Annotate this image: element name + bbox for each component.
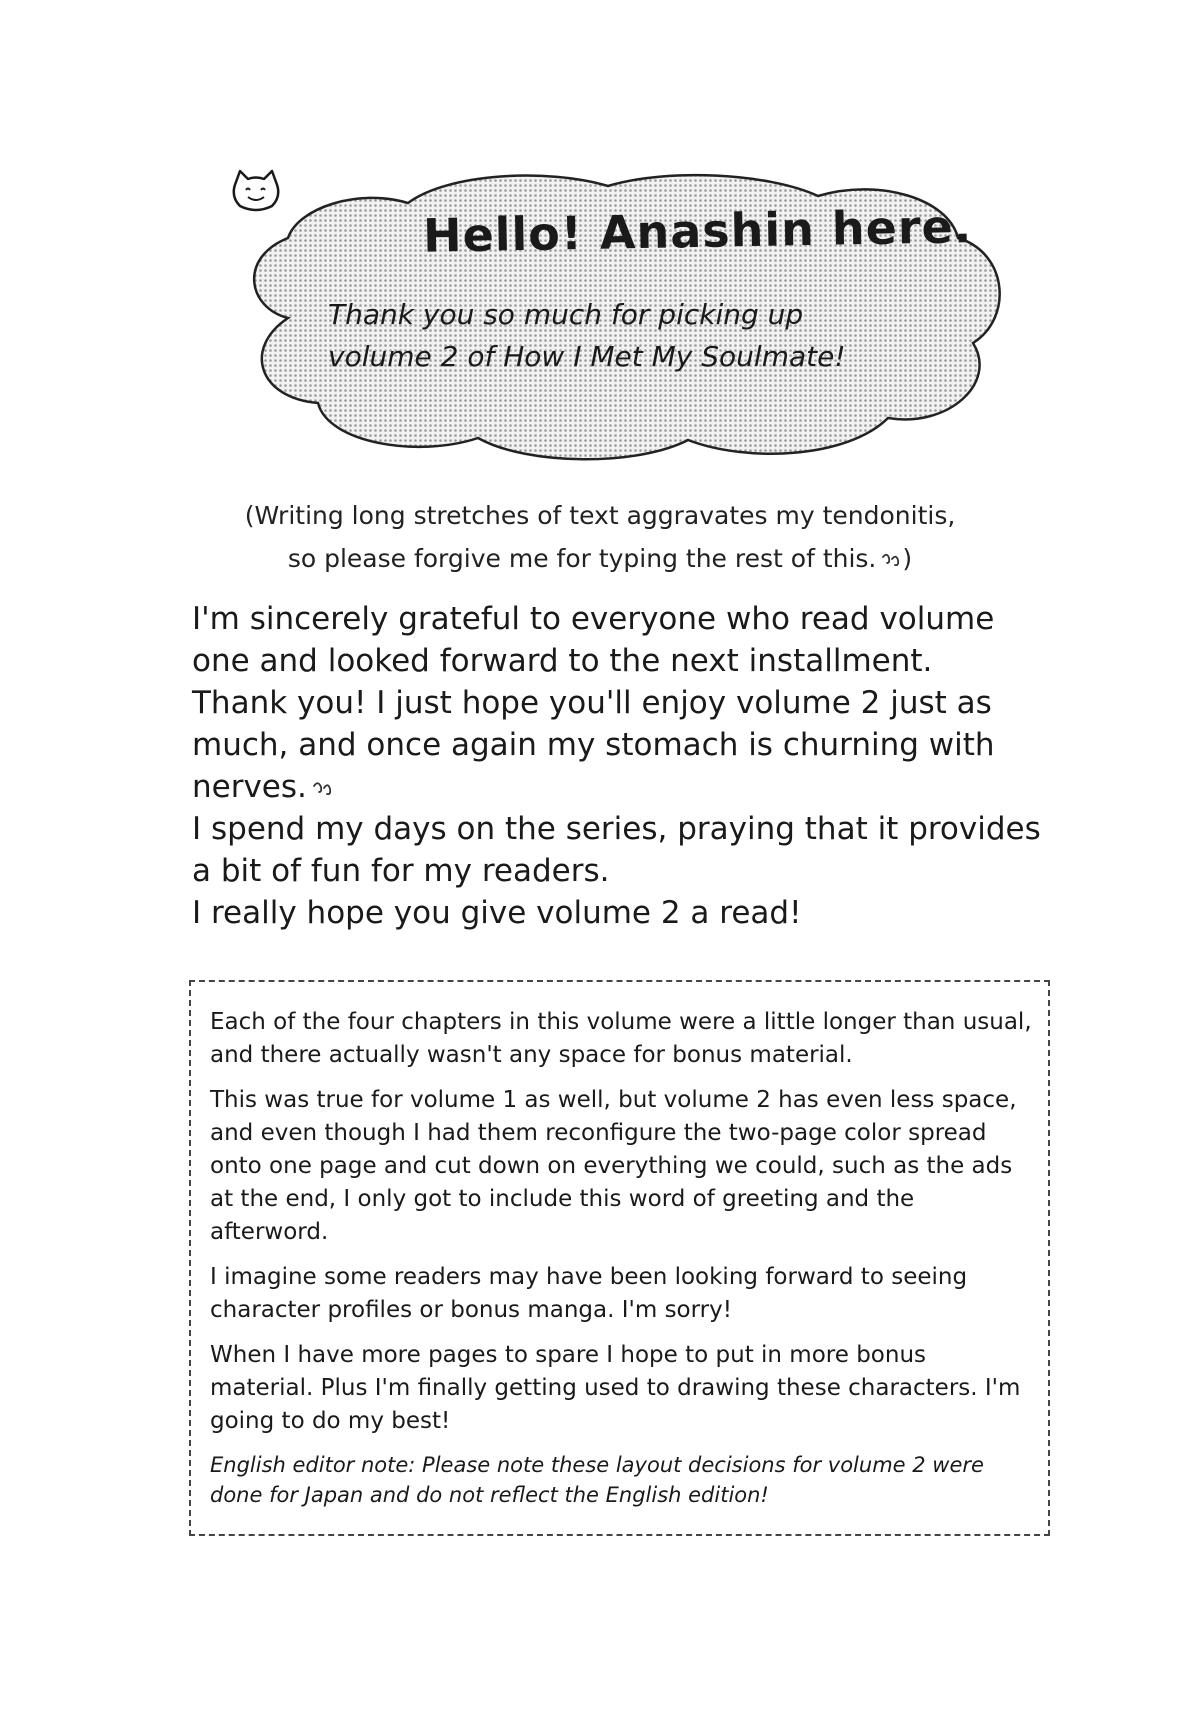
- greeting-cloud: [228, 168, 1018, 468]
- main-line: Thank you! I just hope you'll enjoy volume 2 just as: [192, 685, 992, 721]
- cat-face-icon: [228, 168, 284, 214]
- tendonitis-note-line-2: [0, 537, 1200, 580]
- sweat-squiggle-icon: [880, 551, 902, 569]
- greeting-title: Hello! Anashin here.: [422, 199, 973, 263]
- box-paragraph: When I have more pages to spare I hope to put in more bonus material. Plus I'm finally getting used to drawing these characters. I'm going to do my best!: [210, 1342, 1021, 1434]
- english-editor-note: English editor note: Please note these layout decisions for volume 2 were done for Japan and do not reflect the English edition!: [210, 1453, 984, 1507]
- cloud-text: [228, 168, 1018, 468]
- sweat-squiggle-icon: [311, 779, 335, 799]
- box-paragraph: This was true for volume 1 as well, but volume 2 has even less space, and even though I had them reconfigure the two-page color spread onto one page and cut down on everything we could, such as the ads at the end, I only got to include this word of greeting and the afterword.: [210, 1087, 1017, 1245]
- box-paragraph: I imagine some readers may have been looking forward to seeing character profiles or bonus manga. I'm sorry!: [210, 1264, 968, 1323]
- main-line: I spend my days on the series, praying that it provides: [192, 811, 1041, 847]
- main-message: [192, 598, 1052, 934]
- main-line-nerves: [192, 766, 1052, 808]
- main-line-nerves-text: nerves.: [192, 769, 307, 805]
- bonus-material-note-content: [210, 1006, 1035, 1522]
- main-line: I really hope you give volume 2 a read!: [192, 895, 802, 931]
- main-line: one and looked forward to the next installment.: [192, 643, 933, 679]
- tendonitis-note-close: ): [902, 544, 913, 573]
- tendonitis-note-line-1: (Writing long stretches of text aggravates my tendonitis,: [244, 501, 956, 530]
- main-line: a bit of fun for my readers.: [192, 853, 610, 889]
- bonus-material-note-box: [189, 980, 1050, 1536]
- tendonitis-note-text: so please forgive me for typing the rest of this.: [287, 544, 877, 573]
- main-line: much, and once again my stomach is churning with: [192, 727, 995, 763]
- thanks-line-1: Thank you so much for picking up: [328, 298, 804, 331]
- main-line: I'm sincerely grateful to everyone who read volume: [192, 601, 995, 637]
- thanks-line-2: volume 2 of How I Met My Soulmate!: [328, 340, 846, 373]
- box-paragraph: Each of the four chapters in this volume were a little longer than usual, and there actually wasn't any space for bonus material.: [210, 1009, 1032, 1068]
